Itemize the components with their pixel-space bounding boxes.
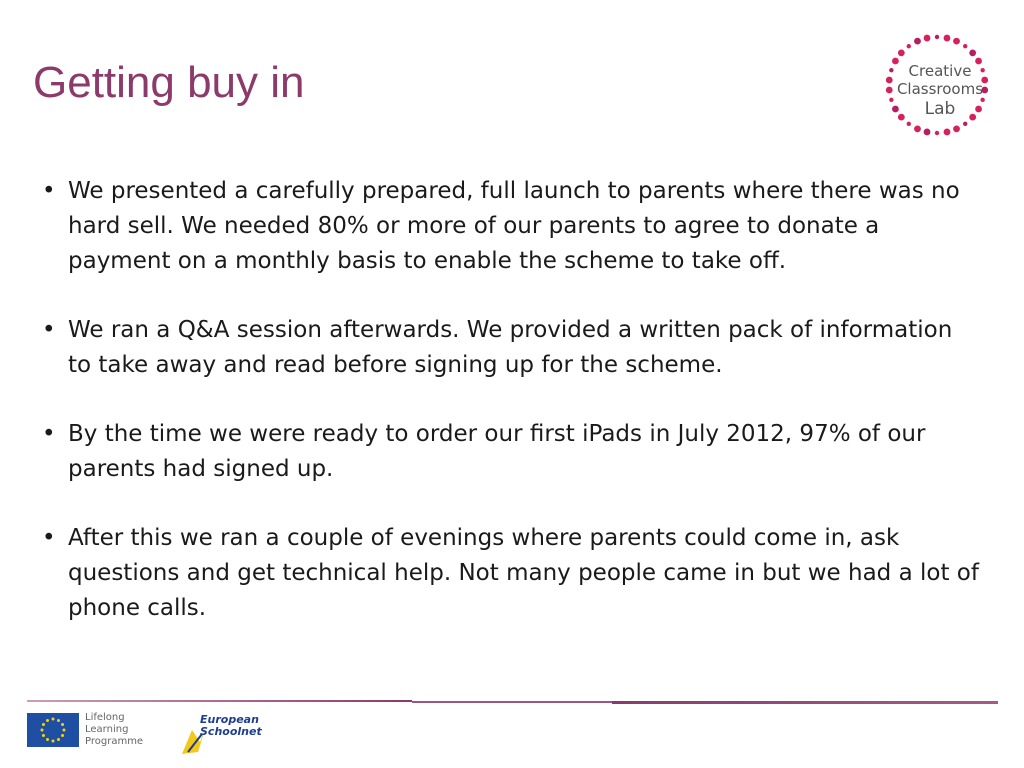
bullet-item xyxy=(42,417,982,487)
bullet-item xyxy=(42,174,982,279)
eu-star xyxy=(57,719,60,722)
logo-ring-dot xyxy=(907,122,911,126)
eu-star xyxy=(42,734,45,737)
logo-ring-dot xyxy=(975,106,982,113)
logo-ring-dot xyxy=(969,49,976,56)
eu-star xyxy=(57,738,60,741)
logo-ring-dot xyxy=(944,35,951,42)
creative-classrooms-lab-logo xyxy=(882,30,992,140)
eun-line1: European xyxy=(200,713,259,726)
logo-ring-dot xyxy=(892,58,899,65)
eu-star xyxy=(46,719,49,722)
eu-star xyxy=(63,729,66,732)
bullet-item xyxy=(42,521,982,626)
logo-ring-dot xyxy=(892,106,899,113)
logo-ring-dot xyxy=(980,98,984,102)
logo-ring-dot xyxy=(963,122,967,126)
logo-ring-dot xyxy=(975,58,982,65)
logo-ring-dot xyxy=(886,77,893,84)
logo-ring-dot xyxy=(953,125,960,132)
eu-star xyxy=(41,729,44,732)
logo-ring-dot xyxy=(898,49,905,56)
eu-flag-icon xyxy=(27,713,79,747)
bullet-marker: • xyxy=(42,178,56,204)
bullet-marker: • xyxy=(42,421,56,447)
logo-ring-dot xyxy=(935,131,939,135)
bullet-text: By the time we were ready to order our first iPads in July 2012, 97% of our parents had signed up. xyxy=(68,421,926,482)
footer-divider-left xyxy=(27,700,412,702)
logo-ring-dot xyxy=(907,44,911,48)
dotted-ring-icon xyxy=(882,30,992,140)
bullet-item xyxy=(42,313,982,383)
logo-ring-dot xyxy=(924,35,931,42)
eu-star xyxy=(61,734,64,737)
logo-ring-dot xyxy=(914,125,921,132)
logo-ring-dot xyxy=(963,44,967,48)
llp-line1: Lifelong xyxy=(85,712,125,723)
slide-title: Getting buy in xyxy=(33,58,305,107)
eu-star xyxy=(46,738,49,741)
footer-divider-right xyxy=(612,701,998,704)
eun-line2: Schoolnet xyxy=(200,725,262,738)
bullet-marker: • xyxy=(42,525,56,551)
logo-ring-dot xyxy=(944,129,951,136)
bullet-text: After this we ran a couple of evenings where parents could come in, ask questions and get technical help. Not many people came in but we had a lot of phone calls. xyxy=(68,525,979,621)
logo-ring-dot xyxy=(914,38,921,45)
bullet-marker: • xyxy=(42,317,56,343)
logo-ring-dot xyxy=(953,38,960,45)
logo-ring-dot xyxy=(969,114,976,121)
logo-line3: Lab xyxy=(924,99,956,119)
logo-ring-dot xyxy=(924,129,931,136)
footer-divider-middle xyxy=(412,701,612,703)
european-schoolnet-logo xyxy=(178,712,288,756)
bullet-text: We presented a carefully prepared, full launch to parents where there was no hard sell. We needed 80% or more of our parents to agree to donate a payment on a monthly basis to enable the scheme to take off. xyxy=(68,178,960,274)
logo-ring-dot xyxy=(980,68,984,72)
llp-line2: Learning xyxy=(85,724,129,735)
logo-ring-dot xyxy=(935,35,939,39)
logo-ring-dot xyxy=(886,87,893,94)
eu-star xyxy=(61,723,64,726)
logo-line1: Creative xyxy=(908,62,972,80)
logo-ring-dot xyxy=(898,114,905,121)
logo-line2: Classrooms xyxy=(896,80,984,98)
bullet-list xyxy=(42,174,982,660)
lifelong-learning-programme-logo xyxy=(27,712,155,748)
llp-line3: Programme xyxy=(85,736,144,747)
eu-star xyxy=(42,723,45,726)
eu-star xyxy=(52,718,55,721)
eu-star xyxy=(52,740,55,743)
logo-ring-dot xyxy=(889,68,893,72)
logo-ring-dot xyxy=(889,98,893,102)
bullet-text: We ran a Q&A session afterwards. We provided a written pack of information to take away and read before signing up for the scheme. xyxy=(68,317,953,378)
